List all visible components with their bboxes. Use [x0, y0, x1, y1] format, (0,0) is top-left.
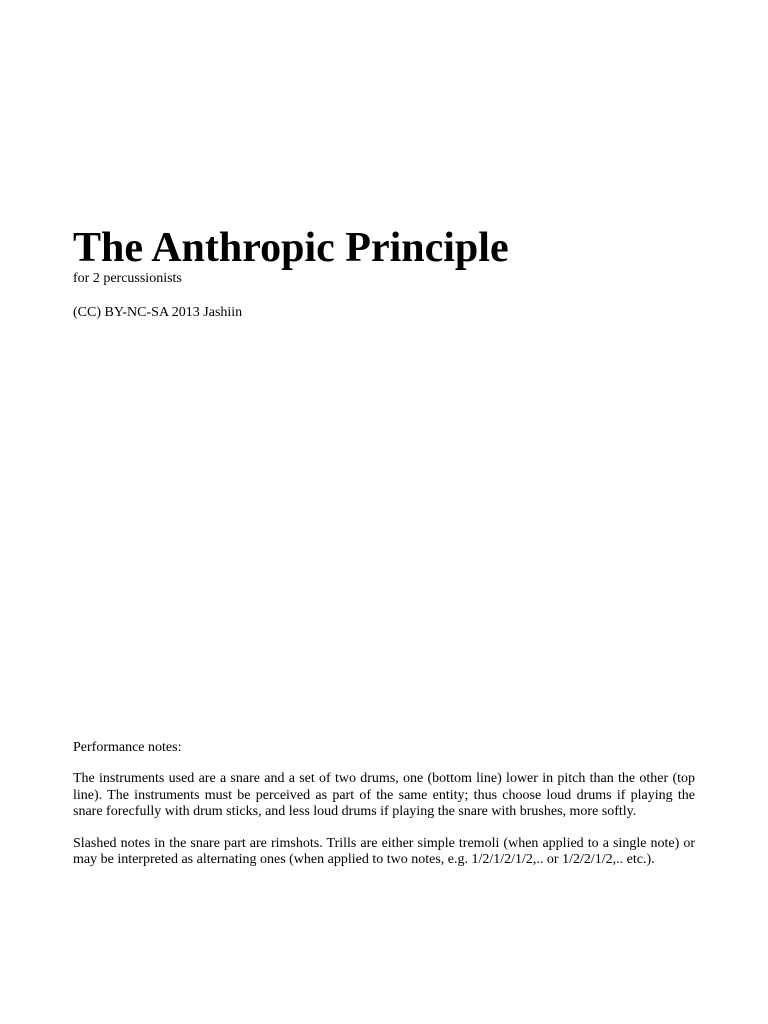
notes-heading: Performance notes: — [73, 740, 182, 755]
notes-paragraph-techniques: Slashed notes in the snare part are rimshots. Trills are either simple tremoli (when applied to a single note) or may be interpreted as alternating ones (when applied to two notes, e.g. 1/2/1/2/1/2,.. or 1/2/2/1/2,.. etc.). — [73, 835, 695, 867]
subtitle: for 2 percussionists — [73, 271, 182, 286]
notes-paragraph-instruments: The instruments used are a snare and a set of two drums, one (bottom line) lower in pitch than the other (top line). The instruments must be perceived as part of the same entity; thus choose loud drums if playing the snare forecfully with drum sticks, and less loud drums if playing the snare with brushes, more softly. — [73, 771, 695, 819]
performance-notes — [73, 739, 695, 884]
license-line: (CC) BY-NC-SA 2013 Jashiin — [73, 305, 243, 320]
page-title: The Anthropic Principle — [73, 225, 509, 271]
